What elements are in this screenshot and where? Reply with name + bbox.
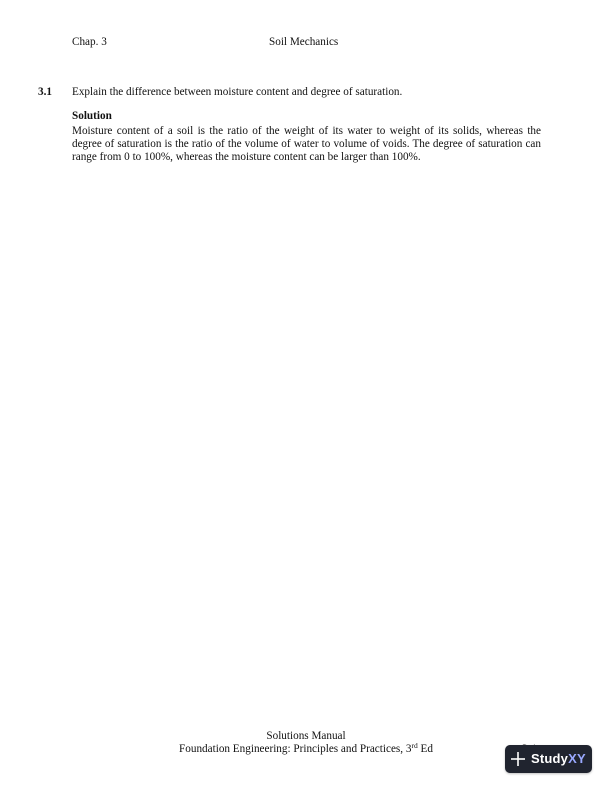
header-subject: Soil Mechanics: [269, 36, 339, 48]
plus-icon: [505, 745, 531, 773]
badge-brand: [531, 752, 586, 765]
problem-question: Explain the difference between moisture content and degree of saturation.: [72, 86, 403, 98]
footer-title: Solutions Manual: [266, 730, 346, 742]
footer-book-name: Foundation Engineering: Principles and Practices, 3: [179, 743, 412, 755]
badge-brand-accent: XY: [568, 751, 586, 767]
badge-brand-main: Study: [531, 751, 569, 767]
solution-heading: Solution: [72, 110, 112, 122]
studyxy-badge[interactable]: [505, 745, 592, 773]
solution-text: Moisture content of a soil is the ratio of the weight of its water to weight of its solids, whereas the degree of saturation is the ratio of the volume of water to volume of voids. The degree of saturation can range from 0 to 100%, whereas the moisture content can be larger than 100%.: [72, 125, 541, 164]
problem-number: 3.1: [38, 86, 52, 98]
header-chapter: Chap. 3: [72, 36, 107, 48]
footer-edition-superscript: rd: [411, 741, 418, 750]
footer-edition-suffix: Ed: [417, 743, 433, 755]
